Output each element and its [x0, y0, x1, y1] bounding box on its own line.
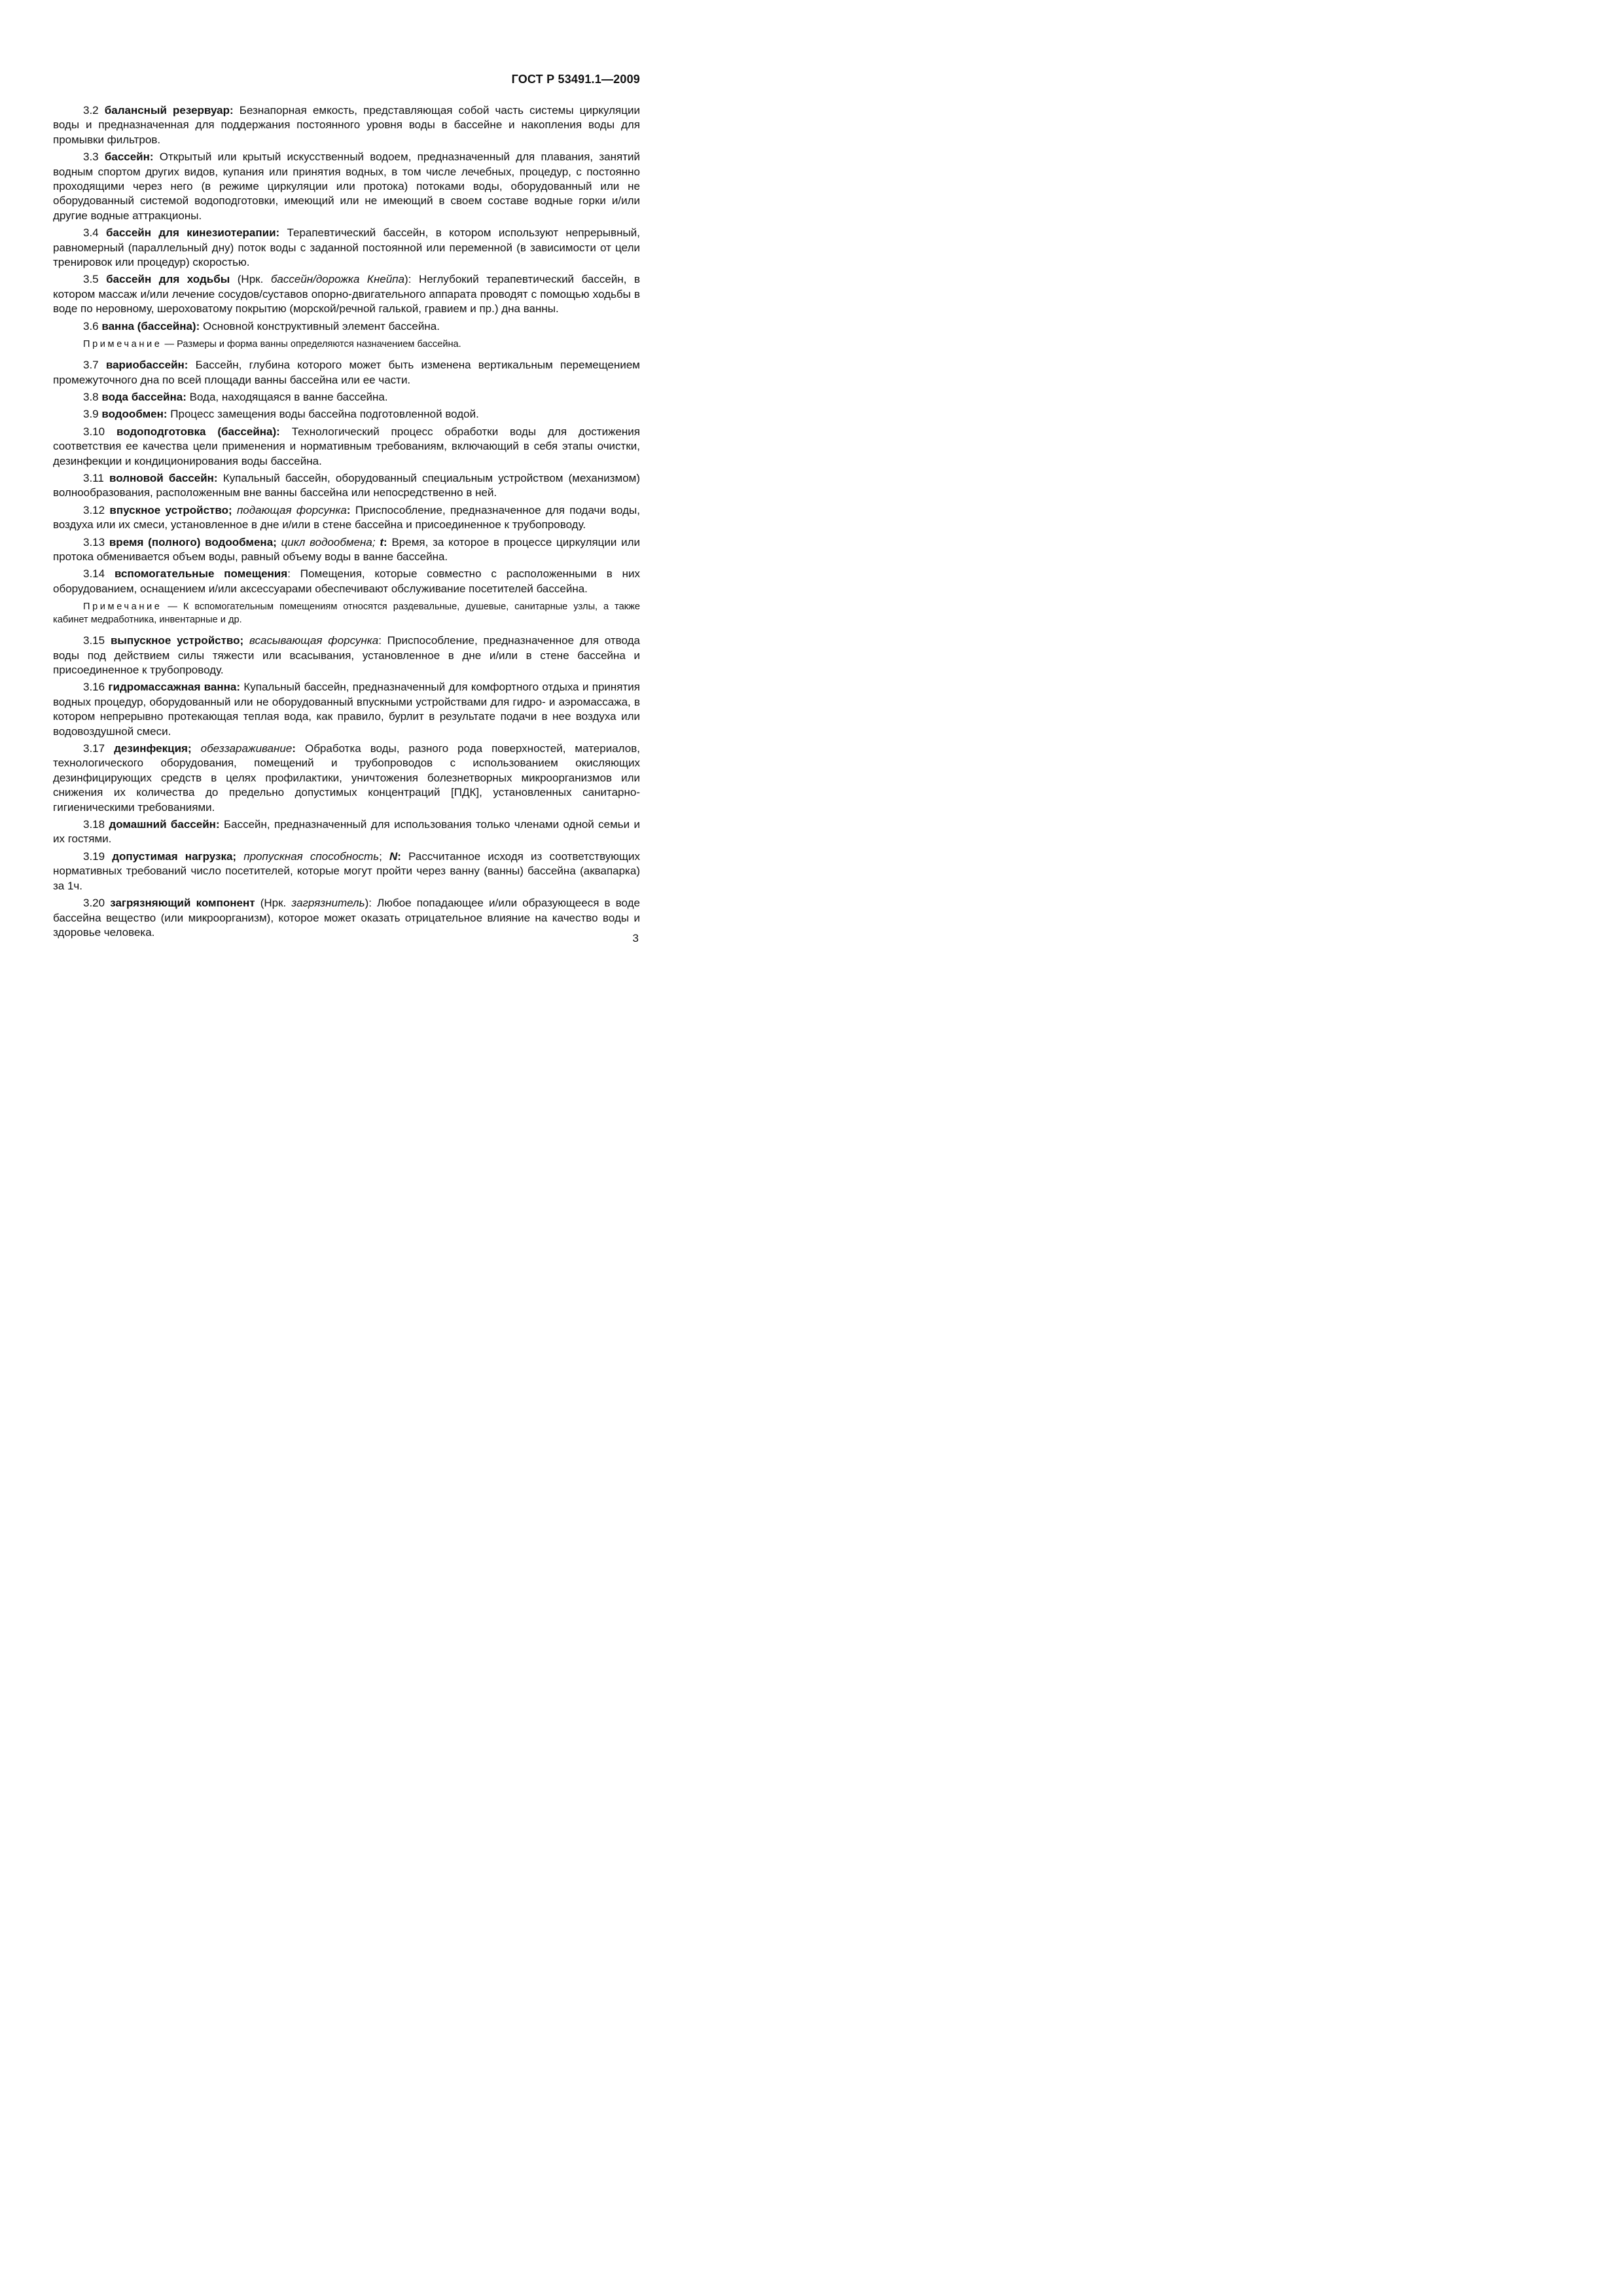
- entry-number: 3.8: [83, 390, 99, 403]
- entry-definition: ): Неглубокий терапевтический бассейн, в котором массаж и/или лечение сосудов/суставов опорно-двигательного аппарата проводят с помощью ходьбы в воде по неровному, шероховатому покрытию (морской/речной галькой, гравием и пр.) дна ванны.: [53, 273, 640, 315]
- entry-number: 3.15: [83, 634, 105, 647]
- entry-term-colon: :: [346, 503, 351, 516]
- term-entry: [53, 407, 640, 422]
- term-entry: [53, 817, 640, 847]
- entry-definition: Безнапорная емкость, представляющая собой часть системы циркуляции воды и предназначенная для поддержания постоянного уровня воды в бассейне и накопления воды для промывки фильтров.: [53, 104, 640, 146]
- entry-number: 3.19: [83, 850, 105, 863]
- entry-punctuation: [277, 536, 281, 548]
- term-entry: [53, 425, 640, 469]
- term-entry: [53, 680, 640, 739]
- document-page: [0, 0, 720, 1018]
- term-entry: [53, 319, 640, 334]
- document-header: ГОСТ Р 53491.1—2009: [511, 73, 640, 86]
- entry-term: балансный резервуар:: [104, 104, 234, 117]
- entry-term: домашний бассейн:: [109, 818, 220, 831]
- entry-number: 3.11: [83, 471, 104, 484]
- entry-synonym: всасывающая форсунка: [249, 634, 379, 647]
- entry-term: время (полного) водообмена;: [109, 535, 277, 548]
- entry-definition: Бассейн, глубина которого может быть изменена вертикальным перемещением промежуточного дна по всей площади ванны бассейна или ее части.: [53, 359, 640, 386]
- entry-number: 3.20: [83, 897, 105, 910]
- entry-symbol: N: [389, 850, 398, 863]
- entry-punctuation: [192, 742, 201, 755]
- entry-punctuation: ;: [379, 850, 390, 863]
- entry-term: гидромассажная ванна:: [108, 681, 241, 694]
- entry-term: бассейн:: [104, 151, 154, 164]
- entry-number: 3.17: [83, 742, 105, 755]
- entry-term: водообмен:: [101, 408, 168, 421]
- entry-synonym: цикл водообмена;: [281, 535, 376, 548]
- entry-definition: : Помещения, которые совместно с расположенными в них оборудованием, оснащением и/или аксессуарами обеспечивают обслуживание посетителей бассейна.: [53, 567, 640, 595]
- entry-number: 3.16: [83, 681, 105, 694]
- entry-synonym: бассейн/дорожка Кнейпа: [270, 273, 405, 286]
- entry-synonym: пропускная способность: [243, 850, 380, 863]
- entry-definition: Открытый или крытый искусственный водоем, предназначенный для плавания, занятий водным спортом других видов, купания или принятия водных, в том числе лечебных, процедур, с постоянно проходящими через него (в режиме циркуляции или протока) потоками воды, оборудованный или не оборудованный системой водоподготовки, имеющий или не имеющий в своем составе водные горки и/или другие водные аттракционы.: [53, 151, 640, 222]
- term-entry: [53, 150, 640, 223]
- entry-synonym: загрязнитель: [291, 897, 365, 910]
- entry-definition: Бассейн, предназначенный для использования только членами одной семьи и их гостями.: [53, 818, 640, 846]
- entry-number: 3.2: [83, 104, 99, 117]
- entry-definition: Рассчитанное исходя из соответствующих нормативных требований число посетителей, которые могут пройти через ванну (ванны) бассейна (аквапарка) за 1ч.: [53, 850, 640, 892]
- entry-definition: ): Любое попадающее и/или образующееся в воде бассейна вещество (или микроорганизм), которое может оказать отрицательное влияние на качество воды и здоровье человека.: [53, 897, 640, 939]
- entry-number: 3.14: [83, 567, 105, 581]
- entry-term: дезинфекция;: [114, 742, 192, 755]
- entry-number: 3.13: [83, 535, 105, 548]
- term-entry: [53, 896, 640, 940]
- term-entry: [53, 272, 640, 316]
- entry-number: 3.5: [83, 273, 99, 286]
- entry-definition: Технологический процесс обработки воды для достижения соответствия ее качества цели применения и нормативным требованиям, включающий в себя этапы очистки, дезинфекции и кондиционирования воды бассейна.: [53, 425, 640, 467]
- entry-number: 3.10: [83, 425, 105, 438]
- entry-term: бассейн для ходьбы: [106, 273, 230, 286]
- entry-synonym: подающая форсунка: [236, 503, 347, 516]
- entry-term: вспомогательные помещения: [114, 567, 288, 581]
- entry-term-colon: :: [292, 742, 296, 755]
- entry-definition: : Приспособление, предназначенное для отвода воды под действием силы тяжести или всасывания, установленное в дне и/или в стене бассейна и присоединенное к трубопроводу.: [53, 634, 640, 676]
- entry-term: бассейн для кинезиотерапии:: [105, 226, 280, 240]
- entry-term: допустимая нагрузка;: [112, 850, 237, 863]
- document-body: [53, 103, 640, 942]
- entry-number: 3.6: [83, 319, 99, 332]
- entry-number: 3.4: [83, 226, 99, 240]
- term-entry: [53, 634, 640, 677]
- entry-number: 3.9: [83, 408, 99, 421]
- entry-definition: Процесс замещения воды бассейна подготовленной водой.: [167, 408, 479, 421]
- entry-definition: Купальный бассейн, предназначенный для комфортного отдыха и принятия водных процедур, оборудованный или не оборудованный впускными устройствами для гидро- и аэромассажа, в котором непрерывно протекающая теплая вода, как правило, бурлит в результате подачи в нее воздуха или водовоздушной смеси.: [53, 681, 640, 738]
- entry-definition: Купальный бассейн, оборудованный специальным устройством (механизмом) волнообразования, расположенным вне ванны бассейна или непосредственно в ней.: [53, 471, 641, 499]
- entry-punctuation: (Нрк.: [230, 273, 271, 286]
- note-label: Примечание: [83, 601, 162, 613]
- entry-term: впускное устройство;: [109, 503, 232, 516]
- entry-number: 3.3: [83, 151, 99, 164]
- entry-term: загрязняющий компонент: [110, 897, 255, 910]
- entry-punctuation: [236, 850, 243, 863]
- term-entry: [53, 358, 640, 387]
- entry-definition: Приспособление, предназначенное для подачи воды, воздуха или их смеси, установленное в дне и/или в стене бассейна и присоединенное к трубопроводу.: [53, 503, 640, 531]
- note: [53, 600, 640, 626]
- entry-synonym: обеззараживание: [200, 742, 293, 755]
- term-entry: [53, 567, 640, 596]
- term-entry: [53, 850, 640, 893]
- entry-definition: Время, за которое в процессе циркуляции или протока обменивается объем воды, равный объему воды в ванне бассейна.: [53, 535, 641, 563]
- entry-definition: Вода, находящаяся в ванне бассейна.: [186, 390, 388, 403]
- entry-definition: Обработка воды, разного рода поверхностей, материалов, технологического оборудования, помещений и трубопроводов с использованием окисляющих дезинфицирующих средств в целях профилактики, уничтожения болезнетворных микроорганизмов или снижения их количества до предельно допустимых концентраций [ПДК], установленных санитарно-гигиеническими требованиями.: [53, 742, 640, 814]
- entry-definition: Основной конструктивный элемент бассейна.: [200, 319, 440, 332]
- entry-term-colon: :: [383, 535, 387, 548]
- entry-term: волновой бассейн:: [109, 471, 218, 484]
- term-entry: [53, 503, 640, 533]
- note: [53, 338, 640, 351]
- entry-term: выпускное устройство;: [110, 634, 244, 647]
- term-entry: [53, 535, 640, 565]
- entry-term: ванна (бассейна):: [101, 319, 200, 332]
- entry-number: 3.12: [83, 503, 105, 516]
- term-entry: [53, 103, 640, 147]
- note-label: Примечание: [83, 339, 162, 350]
- entry-definition: Терапевтический бассейн, в котором используют непрерывный, равномерный (параллельный дну) поток воды с заданной постоянной или переменной (в зависимости от цели тренировок или процедур) скоростью.: [53, 226, 640, 269]
- entry-symbol: t: [380, 535, 384, 548]
- entry-punctuation: [243, 634, 249, 647]
- page-number: 3: [632, 932, 639, 944]
- entry-punctuation: [232, 504, 237, 516]
- entry-number: 3.18: [83, 818, 105, 831]
- entry-punctuation: (Нрк.: [255, 897, 292, 910]
- entry-term: вариобассейн:: [105, 359, 188, 372]
- note-text: — Размеры и форма ванны определяются назначением бассейна.: [162, 339, 461, 350]
- entry-number: 3.7: [83, 359, 99, 372]
- entry-term: вода бассейна:: [101, 390, 187, 403]
- term-entry: [53, 390, 640, 404]
- note-text: — К вспомогательным помещениям относятся раздевальные, душевые, санитарные узлы, а также кабинет медработника, инвентарные и др.: [53, 601, 640, 626]
- term-entry: [53, 471, 640, 501]
- entry-term: водоподготовка (бассейна):: [116, 425, 280, 438]
- term-entry: [53, 226, 640, 270]
- entry-term-colon: :: [397, 850, 401, 863]
- term-entry: [53, 742, 640, 815]
